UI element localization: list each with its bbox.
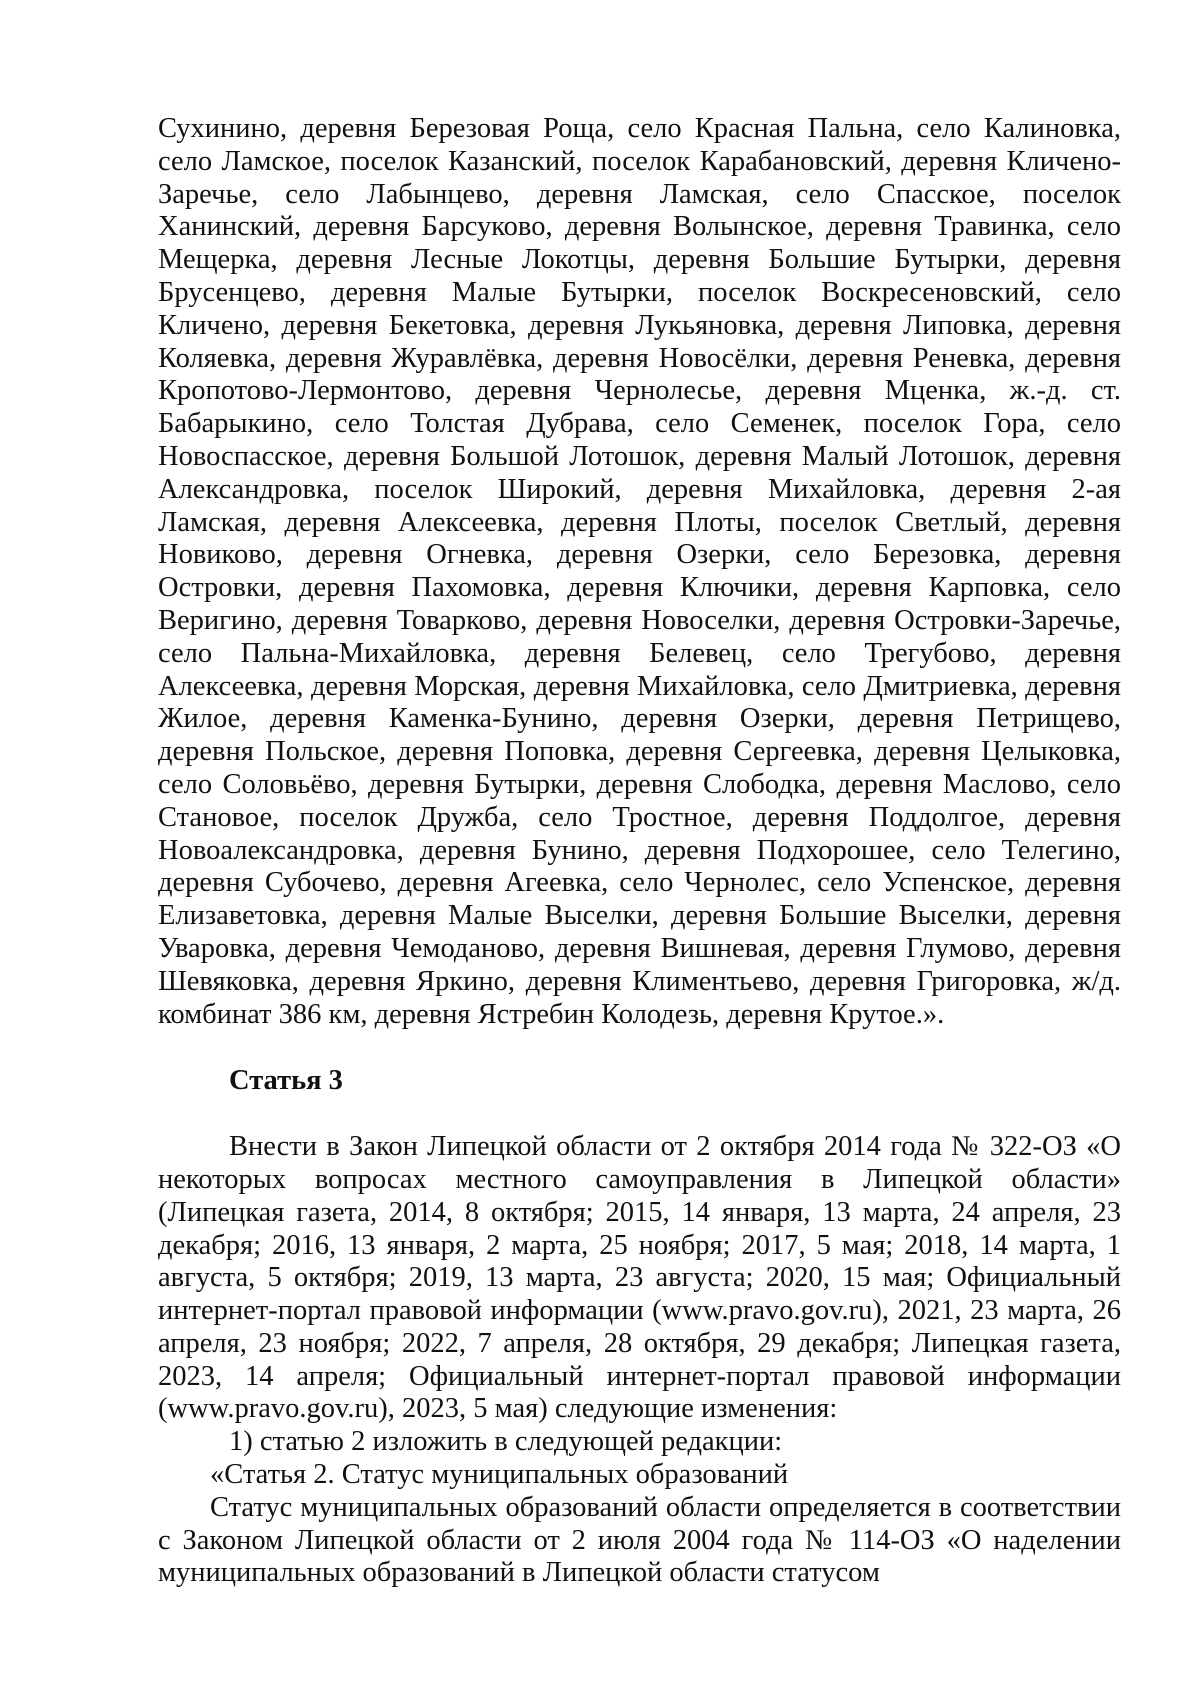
article-heading: Статья 3 bbox=[229, 1065, 343, 1097]
spacer bbox=[158, 1031, 1121, 1065]
settlements-list-paragraph: Сухинино, деревня Березовая Роща, село Красная Пальна, село Калиновка, село Ламское, поселок Казанский, поселок Карабановский, деревня Кличено-Заречье, село Лабынцево, деревня Ламская, село Спасское, поселок Ханинский, деревня Барсуково, деревня Волынское, деревня Травинка, село Мещерка, деревня Лесные Локотцы, деревня Большие Бутырки, деревня Брусенцево, деревня Малые Бутырки, поселок Воскресеновский, село Кличено, деревня Бекетовка, деревня Лукьяновка, деревня Липовка, деревня Коляевка, деревня Журавлёвка, деревня Новосёлки, деревня Реневка, деревня Кропотово-Лермонтово, деревня Чернолесье, деревня Мценка, ж.-д. ст. Бабарыкино, село Толстая Дубрава, село Семенек, поселок Гора, село Новоспасское, деревня Большой Лотошок, деревня Малый Лотошок, деревня Александровка, поселок Широкий, деревня Михайловка, деревня 2-ая Ламская, деревня Алексеевка, деревня Плоты, поселок Светлый, деревня Новиково, деревня Огневка, деревня Озерки, село Березовка, деревня Островки, деревня Пахомовка, деревня Ключики, деревня Карповка, село Веригино, деревня Товарково, деревня Новоселки, деревня Островки-Заречье, село Пальна-Михайловка, деревня Белевец, село Трегубово, деревня Алексеевка, деревня Морская, деревня Михайловка, село Дмитриевка, деревня Жилое, деревня Каменка-Бунино, деревня Озерки, деревня Петрищево, деревня Польское, деревня Поповка, деревня Сергеевка, деревня Целыковка, село Соловьёво, деревня Бутырки, деревня Слободка, деревня Маслово, село Становое, поселок Дружба, село Тростное, деревня Поддолгое, деревня Новоалександровка, деревня Бунино, деревня Подхорошее, село Телегино, деревня Субочево, деревня Агеевка, село Чернолес, село Успенское, деревня Елизаветовка, деревня Малые Выселки, деревня Большие Выселки, деревня Уваровка, деревня Чемоданово, деревня Вишневая, деревня Глумово, деревня Шевяковка, деревня Яркино, деревня Климентьево, деревня Григоровка, ж/д. комбинат 386 км, деревня Ястребин Колодезь, деревня Крутое.». bbox=[158, 113, 1121, 1030]
document-page bbox=[158, 113, 1121, 1590]
quoted-article-body: Статус муниципальных образований области определяется в соответствии с Законом Липецкой области от 2 июля 2004 года № 114-ОЗ «О наделении муниципальных образований в Липецкой области статусом bbox=[158, 1491, 1121, 1589]
article-intro-paragraph: Внести в Закон Липецкой области от 2 октября 2014 года № 322-ОЗ «О некоторых вопросах местного самоуправления в Липецкой области» (Липецкая газета, 2014, 8 октября; 2015, 14 января, 13 марта, 24 апреля, 23 декабря; 2016, 13 января, 2 марта, 25 ноября; 2017, 5 мая; 2018, 14 марта, 1 августа, 5 октября; 2019, 13 марта, 23 августа; 2020, 15 мая; Официальный интернет-портал правовой информации (www.pravo.gov.ru), 2021, 23 марта, 26 апреля, 23 ноября; 2022, 7 апреля, 28 октября, 29 декабря; Липецкая газета, 2023, 14 апреля; Официальный интернет-портал правовой информации (www.pravo.gov.ru), 2023, 5 мая) следующие изменения: bbox=[158, 1131, 1121, 1425]
amendment-item-1: 1) статью 2 изложить в следующей редакции: bbox=[229, 1426, 783, 1458]
quoted-article-heading: «Статья 2. Статус муниципальных образований bbox=[210, 1459, 789, 1491]
spacer bbox=[158, 1098, 1121, 1131]
